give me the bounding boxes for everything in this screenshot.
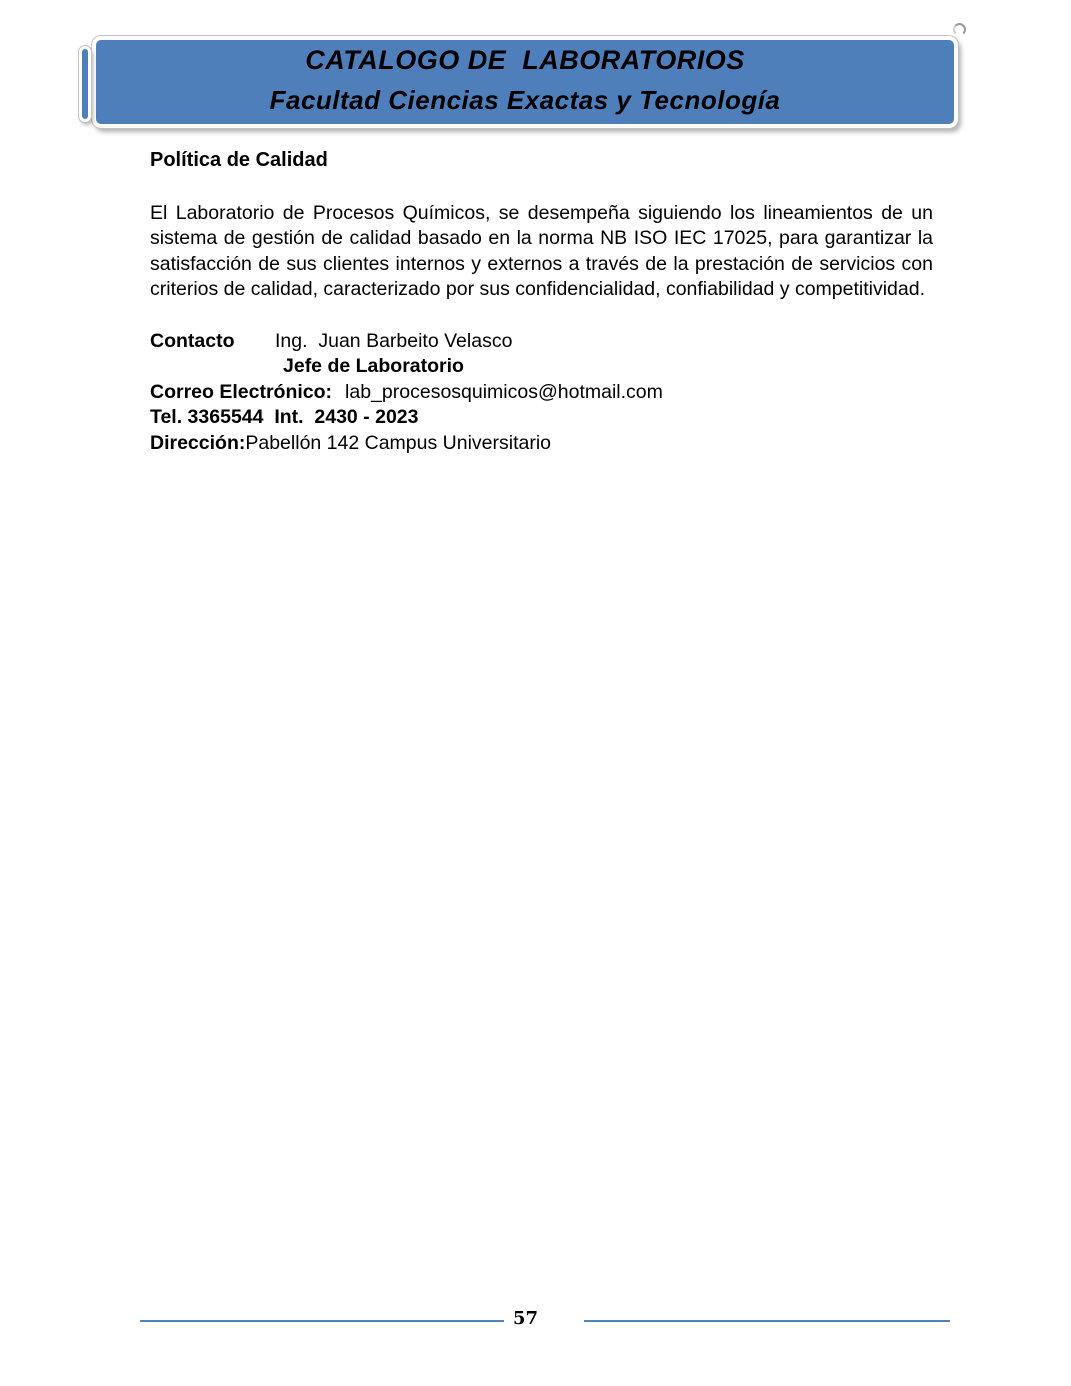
title-banner: [92, 36, 958, 128]
contact-name: Ing. Juan Barbeito Velasco: [275, 329, 513, 352]
contact-email-row: [150, 380, 933, 406]
email-label: Correo Electrónico:: [150, 380, 333, 403]
address-value: Pabellón 142 Campus Universitario: [245, 431, 552, 454]
contact-label: Contacto: [150, 329, 235, 352]
contact-address-row: [150, 431, 933, 457]
catalog-title: CATALOGO DE LABORATORIOS: [305, 45, 745, 75]
footer-rule-left: [140, 1320, 504, 1322]
faculty-subtitle: Facultad Ciencias Exactas y Tecnología: [269, 85, 781, 115]
contact-block: [150, 329, 933, 457]
quality-policy-paragraph: El Laboratorio de Procesos Químicos, se desempeña siguiendo los lineamientos de un sistema de gestión de calidad basado en la norma NB ISO IEC 17025, para garantizar la satisfacción de sus clientes internos y externos a través de la prestación de servicios con criterios de calidad, caracterizado por sus confidencialidad, confiabilidad y competitividad.: [150, 201, 933, 300]
section-heading: Política de Calidad: [150, 149, 328, 171]
contact-role: Jefe de Laboratorio: [283, 355, 464, 377]
banner-left-tab: [79, 46, 91, 122]
page-number: 57: [513, 1308, 539, 1329]
banner-corner-curl-icon: [953, 23, 966, 36]
page-footer: [140, 1310, 952, 1332]
address-label: Dirección:: [150, 431, 246, 454]
email-value: lab_procesosquimicos@hotmail.com: [345, 380, 663, 403]
footer-rule-right: [584, 1320, 950, 1322]
contact-phone: Tel. 3365544 Int. 2430 - 2023: [150, 406, 419, 428]
contact-name-row: [150, 329, 933, 355]
banner-plaque: [92, 36, 958, 128]
page-content: [150, 148, 933, 456]
